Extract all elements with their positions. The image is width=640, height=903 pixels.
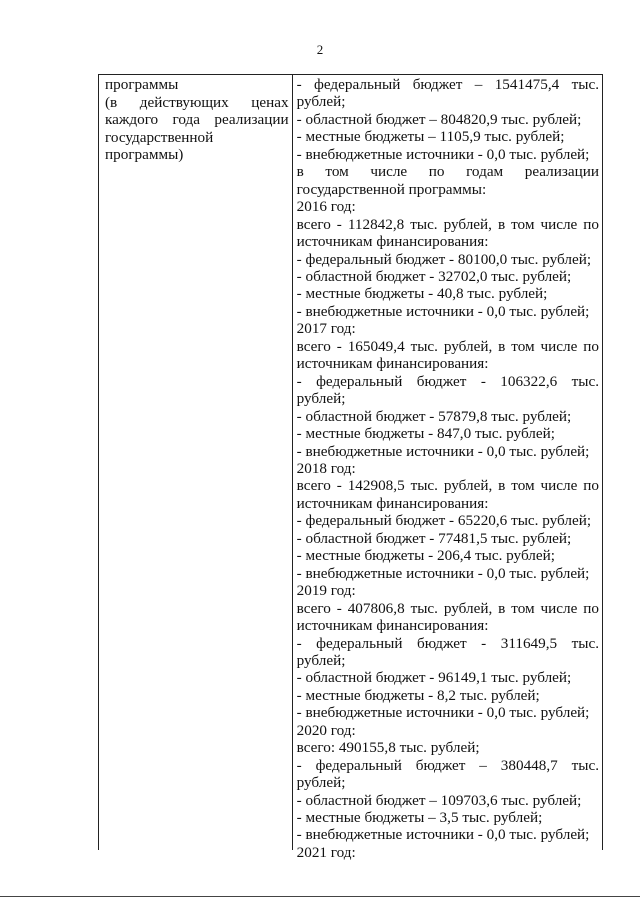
page-bottom-divider — [0, 896, 640, 897]
label-text-line: каждого года реализации — [105, 111, 289, 129]
funding-text-line: - областной бюджет – 109703,6 тыс. рублей; — [296, 791, 582, 809]
funding-text-line: - федеральный бюджет – 1541475,4 тыс. — [296, 76, 599, 93]
funding-text-line: рублей; — [296, 390, 346, 408]
funding-text-line: - областной бюджет - 57879,8 тыс. рублей; — [296, 407, 572, 425]
funding-text-line: 2021 год: — [296, 843, 356, 861]
funding-text-line: 2017 год: — [296, 320, 356, 338]
funding-text-line: всего - 142908,5 тыс. рублей, в том числе по — [296, 477, 599, 495]
label-text-line: государственной — [105, 128, 214, 146]
funding-text-line: - местные бюджеты – 1105,9 тыс. рублей; — [296, 128, 565, 146]
funding-text-line: - федеральный бюджет – 380448,7 тыс. — [296, 756, 599, 774]
funding-text-line: - областной бюджет – 804820,9 тыс. рублей; — [296, 110, 582, 128]
funding-text-line: - внебюджетные источники - 0,0 тыс. рублей; — [296, 704, 590, 722]
funding-text-line: - внебюджетные источники - 0,0 тыс. рублей; — [296, 302, 590, 320]
funding-text-line: - местные бюджеты - 206,4 тыс. рублей; — [296, 547, 555, 565]
funding-text-line: - местные бюджеты – 3,5 тыс. рублей; — [296, 809, 543, 827]
label-text-line: программы) — [105, 146, 184, 164]
label-text-line: программы — [105, 76, 179, 93]
funding-text-line: - федеральный бюджет - 311649,5 тыс. — [296, 634, 599, 652]
funding-text-line: 2016 год: — [296, 198, 356, 216]
program-funding-table — [98, 74, 603, 861]
funding-text-line: в том числе по годам реализации — [296, 163, 599, 181]
table-cell-label — [99, 75, 293, 850]
funding-text-line: источникам финансирования: — [296, 355, 489, 373]
funding-text-line: - местные бюджеты - 847,0 тыс. рублей; — [296, 425, 555, 443]
funding-text-line: - областной бюджет - 96149,1 тыс. рублей; — [296, 669, 572, 687]
funding-text-line: - областной бюджет - 77481,5 тыс. рублей; — [296, 529, 572, 547]
funding-text-line: - внебюджетные источники - 0,0 тыс. рублей; — [296, 564, 590, 582]
funding-text-line: источникам финансирования: — [296, 617, 489, 635]
funding-text-line: - внебюджетные источники - 0,0 тыс. рублей; — [296, 826, 590, 844]
funding-text-line: - федеральный бюджет - 80100,0 тыс. рублей; — [296, 250, 592, 268]
funding-text-line: рублей; — [296, 651, 346, 669]
funding-text-line: - федеральный бюджет - 65220,6 тыс. рублей; — [296, 512, 592, 530]
funding-text-line: - местные бюджеты - 8,2 тыс. рублей; — [296, 686, 540, 704]
funding-text-line: всего - 407806,8 тыс. рублей, в том числе по — [296, 599, 599, 617]
page-number: 2 — [316, 42, 324, 57]
funding-text-line: всего: 490155,8 тыс. рублей; — [296, 739, 480, 757]
table-cell-funding — [293, 75, 602, 861]
funding-text-line: рублей; — [296, 93, 346, 111]
funding-text-line: - внебюджетные источники - 0,0 тыс. рублей; — [296, 145, 590, 163]
funding-text-line: 2019 год: — [296, 582, 356, 600]
funding-text-line: 2018 год: — [296, 459, 356, 477]
funding-text-line: источникам финансирования: — [296, 494, 489, 512]
funding-text-line: всего - 112842,8 тыс. рублей, в том числе по — [296, 215, 599, 233]
funding-text-line: 2020 год: — [296, 721, 356, 739]
funding-text-line: - внебюджетные источники - 0,0 тыс. рублей; — [296, 442, 590, 460]
label-text-line: (в действующих ценах — [105, 93, 289, 111]
funding-text-line: источникам финансирования: — [296, 233, 489, 251]
funding-text-line: рублей; — [296, 774, 346, 792]
funding-text-line: - федеральный бюджет - 106322,6 тыс. — [296, 372, 599, 390]
funding-text-line: - местные бюджеты - 40,8 тыс. рублей; — [296, 285, 548, 303]
funding-text-line: - областной бюджет - 32702,0 тыс. рублей; — [296, 267, 572, 285]
funding-text-line: всего - 165049,4 тыс. рублей, в том числе по — [296, 337, 599, 355]
funding-text-line: государственной программы: — [296, 180, 487, 198]
